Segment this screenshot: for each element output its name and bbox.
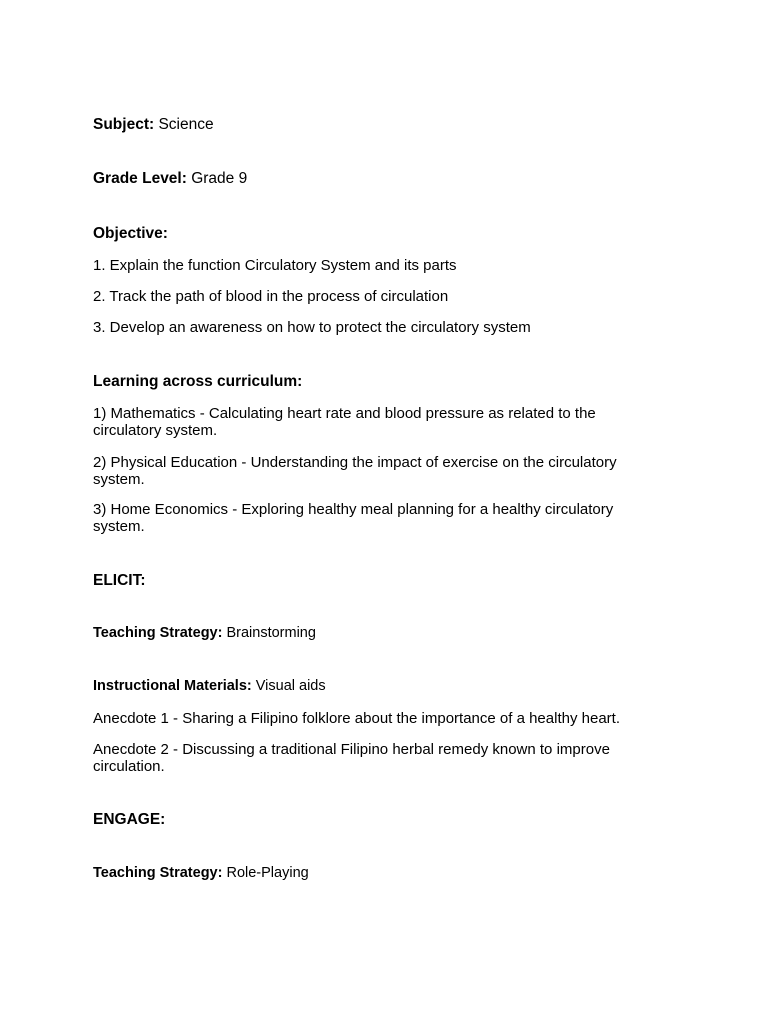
objective-item: 1. Explain the function Circulatory System and its parts (93, 257, 457, 274)
teaching-strategy-value: Brainstorming (226, 625, 316, 641)
anecdote-item: Anecdote 1 - Sharing a Filipino folklore about the importance of a healthy heart. (93, 710, 620, 727)
anecdote-item: Anecdote 2 - Discussing a traditional Filipino herbal remedy known to improve circulation. (93, 741, 610, 775)
learning-across-curriculum-heading: Learning across curriculum: (93, 373, 303, 390)
engage-teaching-strategy-line (93, 865, 653, 882)
curriculum-item: 2) Physical Education - Understanding the impact of exercise on the circulatory system. (93, 454, 617, 488)
grade-level-label: Grade Level: (93, 170, 187, 187)
teaching-strategy-label: Teaching Strategy: (93, 865, 223, 881)
subject-label: Subject: (93, 116, 155, 133)
objective-heading: Objective: (93, 225, 168, 242)
objective-item: 2. Track the path of blood in the process of circulation (93, 288, 449, 305)
teaching-strategy-value: Role-Playing (226, 865, 309, 881)
subject-value: Science (158, 116, 214, 133)
instructional-materials-label: Instructional Materials: (93, 678, 252, 694)
instructional-materials-line (93, 678, 653, 695)
grade-level-value: Grade 9 (191, 170, 248, 187)
instructional-materials-value: Visual aids (255, 678, 326, 694)
objective-item: 3. Develop an awareness on how to protect the circulatory system (93, 319, 531, 336)
curriculum-item: 3) Home Economics - Exploring healthy meal planning for a healthy circulatory system. (93, 501, 614, 535)
subject-line (93, 116, 653, 133)
engage-heading: ENGAGE: (93, 811, 166, 828)
elicit-teaching-strategy-line (93, 625, 653, 642)
grade-level-line (93, 170, 653, 187)
elicit-heading: ELICIT: (93, 572, 146, 589)
curriculum-item: 1) Mathematics - Calculating heart rate and blood pressure as related to the circulatory system. (93, 405, 596, 439)
teaching-strategy-label: Teaching Strategy: (93, 625, 223, 641)
